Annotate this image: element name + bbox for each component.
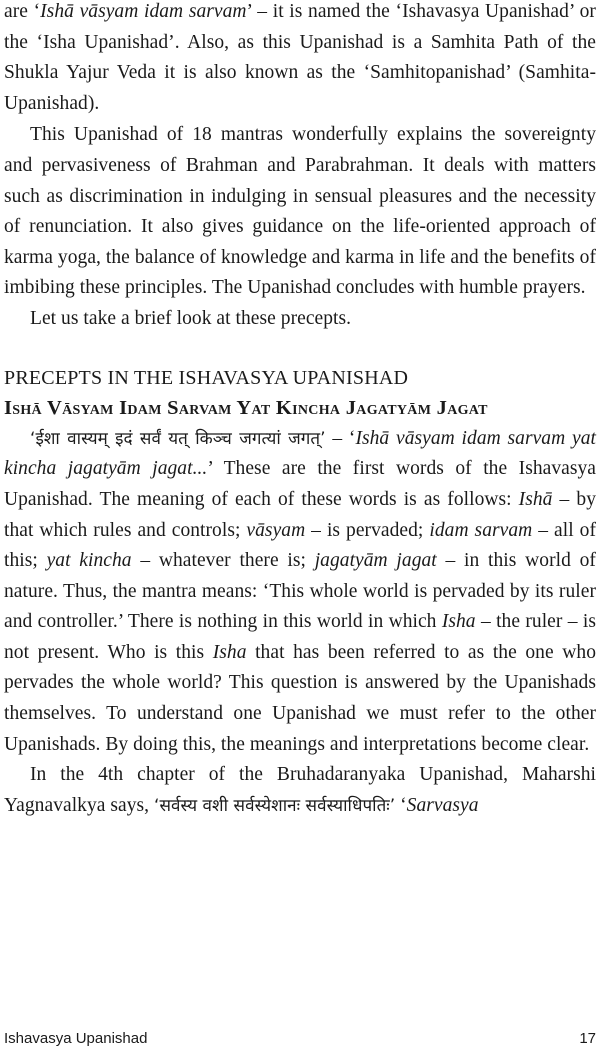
- devanagari-mantra: ‘ईशा वास्यम् इदं सर्वं यत् किञ्च जगत्यां जगत्’: [30, 428, 326, 449]
- running-footer-title: Ishavasya Upanishad: [4, 1030, 148, 1047]
- page-footer: [4, 1030, 596, 1047]
- section-heading: PRECEPTS IN THE ISHAVASYA UPANISHAD: [4, 366, 409, 389]
- sanskrit-phrase: Ishā vāsyam idam sarvam: [40, 1, 247, 22]
- transliteration: Ishā vāsyam idam sarvam yat kincha jagatyām jagat...: [4, 427, 596, 480]
- paragraph-2: This Upanishad of 18 mantras wonderfully explains the sovereignty and pervasiveness of Brahman and Parabrahman. It deals with matters such as discrimination in indulging in sensual pleasures and the necessity of renunciation. It also gives guidance on the life-oriented approach of karma yoga, the balance of knowledge and karma in life and the benefits of imbibing these principles. The Upanishad concludes with humble prayers.: [4, 124, 596, 299]
- devanagari-quote: ‘सर्वस्य वशी सर्वस्येशानः सर्वस्याधिपतिः’: [154, 795, 396, 816]
- paragraph-1: are ‘Ishā vāsyam idam sarvam’ – it is named the ‘Ishavasya Upanishad’ or the ‘Isha Upanishad’. Also, as this Upanishad is a Samhita Path of the Shukla Yajur Veda it is also known as the ‘Samhitopanishad’ (Samhita-Upanishad).: [4, 1, 596, 114]
- body-text: [4, 0, 596, 821]
- paragraph-4: ‘ईशा वास्यम् इदं सर्वं यत् किञ्च जगत्यां जगत्’ – ‘Ishā vāsyam idam sarvam yat kincha jagatyām jagat...’ These are the first words of the Ishavasya Upanishad. The meaning of each of these words is as follows: Ishā – by that which rules and controls; vāsyam – is pervaded; idam sarvam – all of this; yat kincha – whatever there is; jagatyām jagat – in this world of nature. Thus, the mantra means: ‘This whole world is pervaded by its ruler and controller.’ There is nothing in this world in which Isha – the ruler – is not present. Who is this Isha that has been referred to as the one who pervades the whole world? This question is answered by the Upanishads themselves. To understand one Upanishad we must refer to the other Upanishads. By doing this, the meanings and interpretations become clear.: [4, 427, 597, 755]
- paragraph-3: Let us take a brief look at these precepts.: [30, 307, 352, 329]
- paragraph-5: In the 4th chapter of the Bruhadaranyaka Upanishad, Maharshi Yagnavalkya says, ‘सर्वस्य वशी सर्वस्येशानः सर्वस्याधिपतिः’ ‘Sarvasya: [4, 764, 596, 816]
- section-subheading: Ishā Vāsyam Idam Sarvam Yat Kincha Jagatyām Jagat: [4, 397, 488, 420]
- page-number: 17: [579, 1030, 596, 1047]
